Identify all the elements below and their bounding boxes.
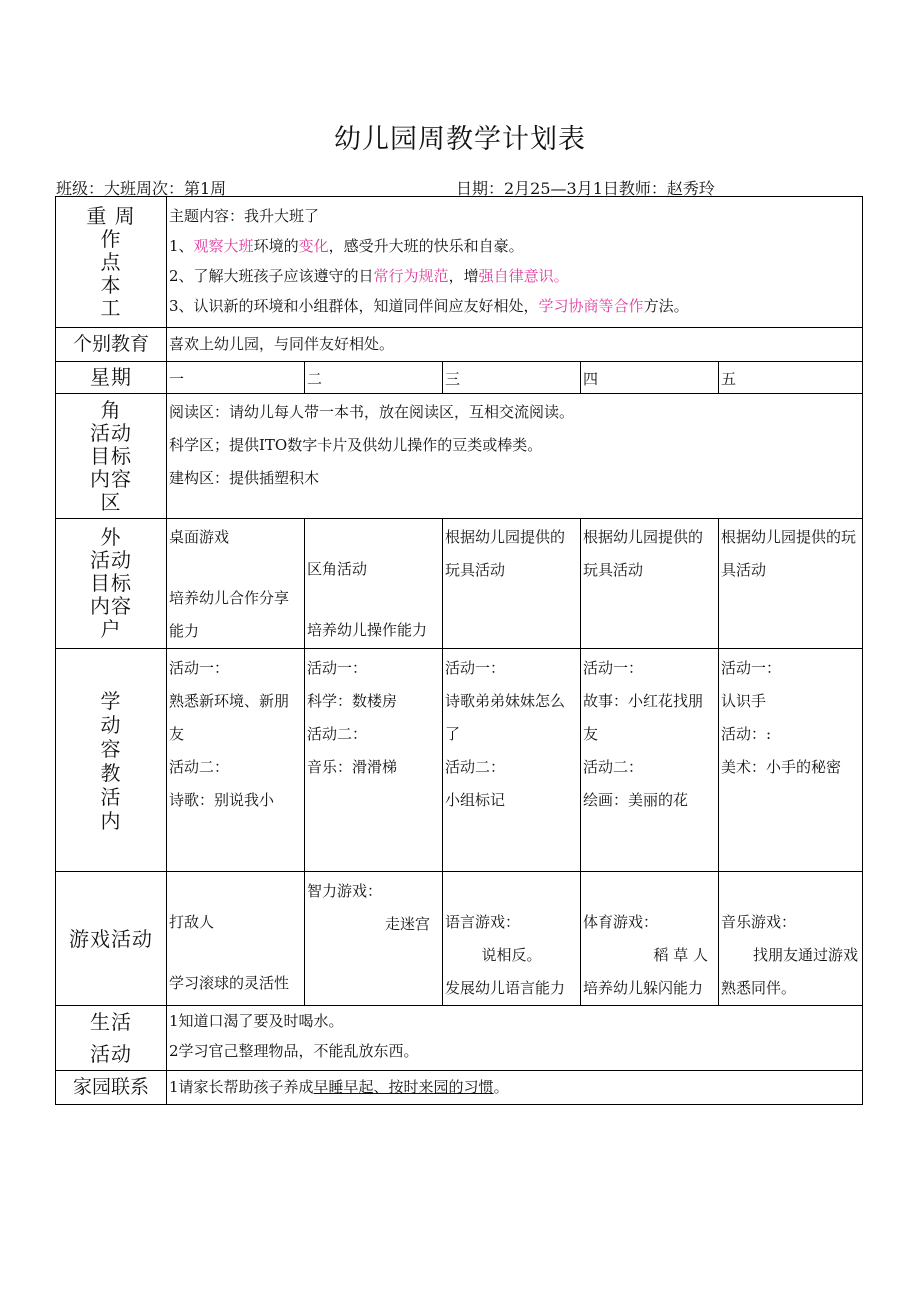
outdoor-thu: 根据幼儿园提供的玩具活动 (581, 519, 719, 649)
theme-line: 主题内容：我升大班了 (169, 207, 320, 225)
games-mon: 打敌人 学习滚球的灵活性 (167, 872, 305, 1006)
corner-row (56, 394, 863, 519)
home-label: 家园联系 (56, 1071, 167, 1105)
focus-content (167, 197, 863, 328)
corner-content (167, 394, 863, 519)
games-row (56, 872, 863, 1006)
life-content: 1知道口渴了要及时喝水。 2学习官己整理物品，不能乱放东西。 (167, 1006, 863, 1071)
reading-area: 阅读区：请幼儿每人带一本书，放在阅读区，互相交流阅读。 (169, 403, 575, 421)
learning-label: 学 动 容 教 活 内 (56, 649, 167, 872)
weekly-plan-table (55, 196, 863, 1105)
date-teacher-info: 日期：2月25—3月1日教师：赵秀玲 (456, 179, 715, 198)
learning-wed: 活动一： 诗歌弟弟妹妹怎么了 活动二： 小组标记 (443, 649, 581, 872)
day-tue: 二 (305, 362, 443, 394)
learning-row (56, 649, 863, 872)
focus-label: 重 周 作 点 本 工 (56, 197, 167, 328)
learning-tue: 活动一： 科学：数楼房 活动二： 音乐：滑滑梯 (305, 649, 443, 872)
outdoor-tue: 区角活动 培养幼儿操作能力 (305, 519, 443, 649)
day-thu: 四 (581, 362, 719, 394)
outdoor-row (56, 519, 863, 649)
home-row (56, 1071, 863, 1105)
goal-2: 2、了解大班孩子应该遵守的日常行为规范，增强自律意识。 (169, 267, 569, 285)
day-fri: 五 (719, 362, 863, 394)
goal-1: 1、观察大班环境的变化，感受升大班的快乐和自豪。 (169, 237, 524, 255)
building-area: 建构区：提供插塑积木 (169, 469, 320, 487)
science-area: 科学区；提供ITO数字卡片及供幼儿操作的豆类或棒类。 (169, 436, 543, 454)
page-title: 幼儿园周教学计划表 (334, 124, 586, 155)
individual-content: 喜欢上幼儿园，与同伴友好相处。 (167, 328, 863, 362)
outdoor-wed: 根据幼儿园提供的玩具活动 (443, 519, 581, 649)
class-week-info: 班级：大班周次：第1周 (56, 179, 227, 198)
games-fri: 音乐游戏： 找朋友通过游戏熟悉同伴。 (719, 872, 863, 1006)
corner-label: 角 活动 目标 内容 区 (56, 394, 167, 519)
games-label: 游戏活动 (56, 872, 167, 1006)
life-row (56, 1006, 863, 1071)
outdoor-fri: 根据幼儿园提供的玩具活动 (719, 519, 863, 649)
home-content: 1请家长帮助孩子养成早睡早起、按时来园的习惯。 (167, 1071, 863, 1105)
day-mon: 一 (167, 362, 305, 394)
games-tue: 智力游戏： 走迷宫 (305, 872, 443, 1006)
weekday-row (56, 362, 863, 394)
learning-mon: 活动一： 熟悉新环境、新朋友 活动二： 诗歌：别说我小 (167, 649, 305, 872)
learning-thu: 活动一： 故事：小红花找朋友 活动二： 绘画：美丽的花 (581, 649, 719, 872)
life-label: 生活 活动 (56, 1006, 167, 1071)
individual-label: 个别教育 (56, 328, 167, 362)
goal-3: 3、认识新的环境和小组群体，知道同伴间应友好相处，学习协商等合作方法。 (169, 297, 689, 315)
individual-row (56, 328, 863, 362)
games-thu: 体育游戏： 稻 草 人 培养幼儿躲闪能力 (581, 872, 719, 1006)
outdoor-mon: 桌面游戏 培养幼儿合作分享能力 (167, 519, 305, 649)
games-wed: 语言游戏： 说相反。 发展幼儿语言能力 (443, 872, 581, 1006)
day-wed: 三 (443, 362, 581, 394)
learning-fri: 活动一： 认识手 活动：: 美术：小手的秘密 (719, 649, 863, 872)
outdoor-label: 外 活动 目标 内容 户 (56, 519, 167, 649)
weekday-label: 星期 (56, 362, 167, 394)
focus-row (56, 197, 863, 328)
